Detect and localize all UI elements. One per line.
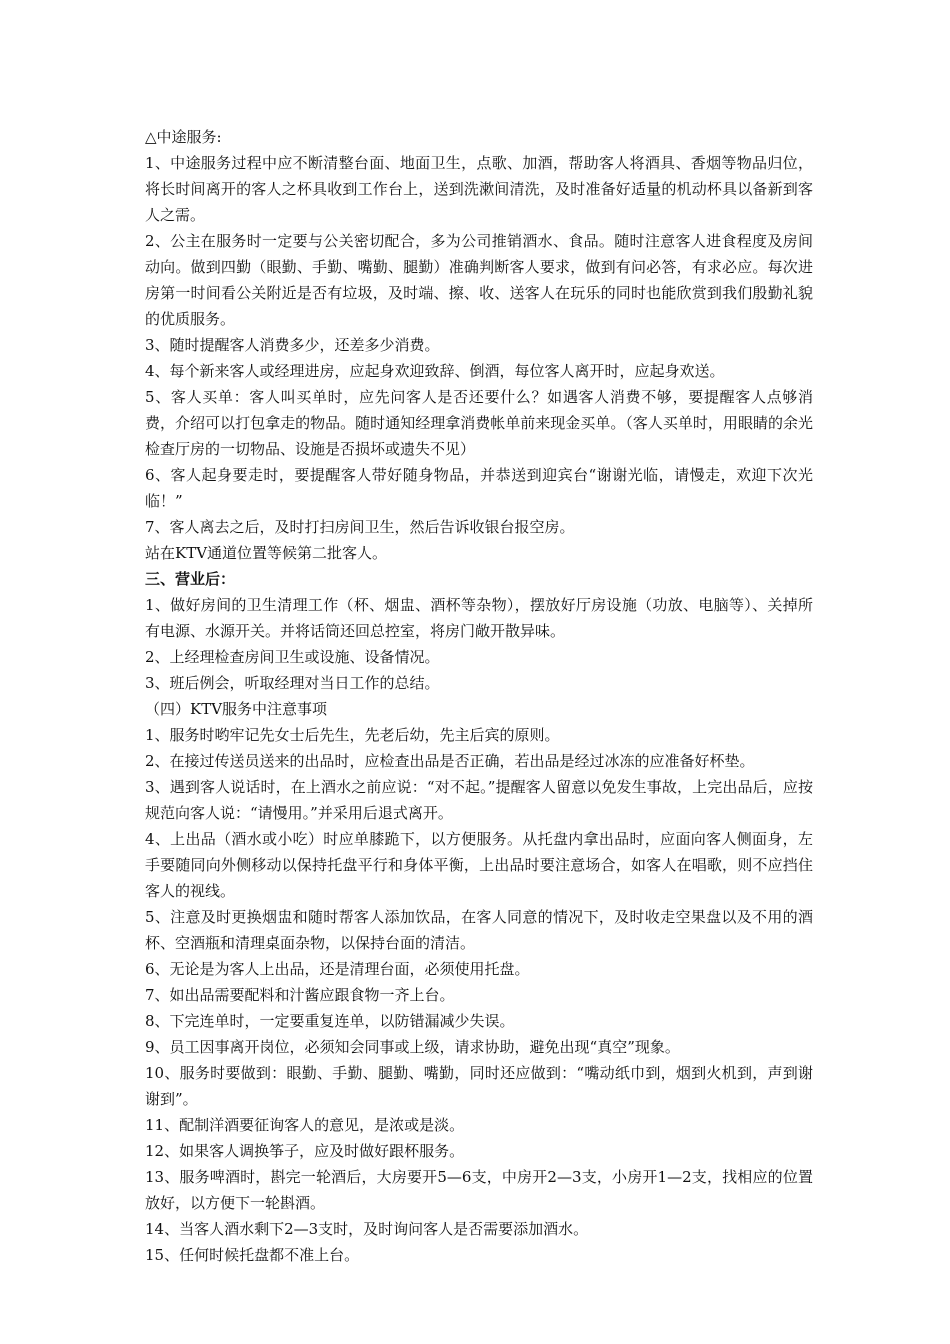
- paragraph: 2、在接过传送员送来的出品时，应检查出品是否正确，若出品是经过冰冻的应准备好杯垫。: [145, 752, 755, 770]
- paragraph: 4、每个新来客人或经理进房，应起身欢迎致辞、倒酒，每位客人离开时，应起身欢送。: [145, 362, 725, 380]
- paragraph: 12、如果客人调换筝子，应及时做好跟杯服务。: [145, 1142, 465, 1160]
- paragraph: 2、公主在服务时一定要与公关密切配合，多为公司推销酒水、食品。随时注意客人进食程度及房间动向。做到四勤（眼勤、手勤、嘴勤、腿勤）准确判断客人要求，做到有问必答，有求必应。每次进房第一时间看公关附近是否有垃圾，及时端、擦、收、送客人在玩乐的同时也能欣赏到我们殷勤礼貌的优质服务。: [145, 232, 813, 328]
- paragraph: 8、下完连单时，一定要重复连单，以防错漏减少失误。: [145, 1012, 515, 1030]
- paragraph: 5、注意及时更换烟盅和随时帮客人添加饮品，在客人同意的情况下，及时收走空果盘以及不用的酒杯、空酒瓶和清理桌面杂物，以保持台面的清洁。: [145, 908, 813, 952]
- paragraph: 1、中途服务过程中应不断清整台面、地面卫生，点歌、加酒，帮助客人将酒具、香烟等物品归位，将长时间离开的客人之杯具收到工作台上，送到洗漱间清洗，及时准备好适量的机动杯具以备新到客人之需。: [145, 154, 813, 224]
- paragraph: 3、随时提醒客人消费多少，还差多少消费。: [145, 336, 440, 354]
- paragraph: 站在KTV通道位置等候第二批客人。: [145, 544, 388, 562]
- paragraph: 11、配制洋酒要征询客人的意见，是浓或是淡。: [145, 1116, 465, 1134]
- paragraph: 15、任何时候托盘都不准上台。: [145, 1246, 360, 1264]
- paragraph: 3、班后例会，听取经理对当日工作的总结。: [145, 674, 440, 692]
- paragraph: 7、如出品需要配料和汁酱应跟食物一齐上台。: [145, 986, 455, 1004]
- paragraph: 1、服务时哟牢记先女士后先生，先老后幼，先主后宾的原则。: [145, 726, 560, 744]
- document-body: [145, 124, 813, 1268]
- paragraph: 10、服务时要做到：眼勤、手勤、腿勤、嘴勤，同时还应做到：“嘴动纸巾到，烟到火机到，声到谢谢到”。: [145, 1064, 813, 1108]
- paragraph: 14、当客人酒水剩下2—3支时，及时询问客人是否需要添加酒水。: [145, 1220, 589, 1238]
- paragraph: 5、客人买单：客人叫买单时，应先问客人是否还要什么？如遇客人消费不够，要提醒客人点够消费，介绍可以打包拿走的物品。随时通知经理拿消费帐单前来现金买单。（客人买单时，用眼睛的余光检查厅房的一切物品、设施是否损坏或遗失不见）: [145, 388, 813, 458]
- paragraph: △中途服务:: [145, 128, 222, 146]
- paragraph: 13、服务啤酒时，斟完一轮酒后，大房要开5—6支，中房开2—3支，小房开1—2支，找相应的位置放好，以方便下一轮斟酒。: [145, 1168, 813, 1212]
- paragraph: （四）KTV服务中注意事项: [145, 700, 328, 718]
- paragraph: 1、做好房间的卫生清理工作（杯、烟盅、酒杯等杂物），摆放好厅房设施（功放、电脑等）、关掉所有电源、水源开关。并将话筒还回总控室，将房门敞开散异味。: [145, 596, 813, 640]
- paragraph: 7、客人离去之后，及时打扫房间卫生，然后告诉收银台报空房。: [145, 518, 575, 536]
- paragraph: 9、员工因事离开岗位，必须知会同事或上级，请求协助，避免出现“真空”现象。: [145, 1038, 680, 1056]
- paragraph: 6、无论是为客人上出品，还是清理台面，必须使用托盘。: [145, 960, 530, 978]
- paragraph: 6、客人起身要走时，要提醒客人带好随身物品，并恭送到迎宾台“谢谢光临，请慢走，欢迎下次光临！”: [145, 466, 813, 510]
- paragraph: 3、遇到客人说话时，在上酒水之前应说：“对不起。”提醒客人留意以免发生事故，上完出品后，应按规范向客人说：“请慢用。”并采用后退式离开。: [145, 778, 813, 822]
- section-heading: 三、营业后：: [145, 570, 236, 588]
- paragraph: 2、上经理检查房间卫生或设施、设备情况。: [145, 648, 440, 666]
- paragraph: 4、上出品（酒水或小吃）时应单膝跪下，以方便服务。从托盘内拿出品时，应面向客人侧面身，左手要随同向外侧移动以保持托盘平行和身体平衡，上出品时要注意场合，如客人在唱歌，则不应挡住客人的视线。: [145, 830, 813, 900]
